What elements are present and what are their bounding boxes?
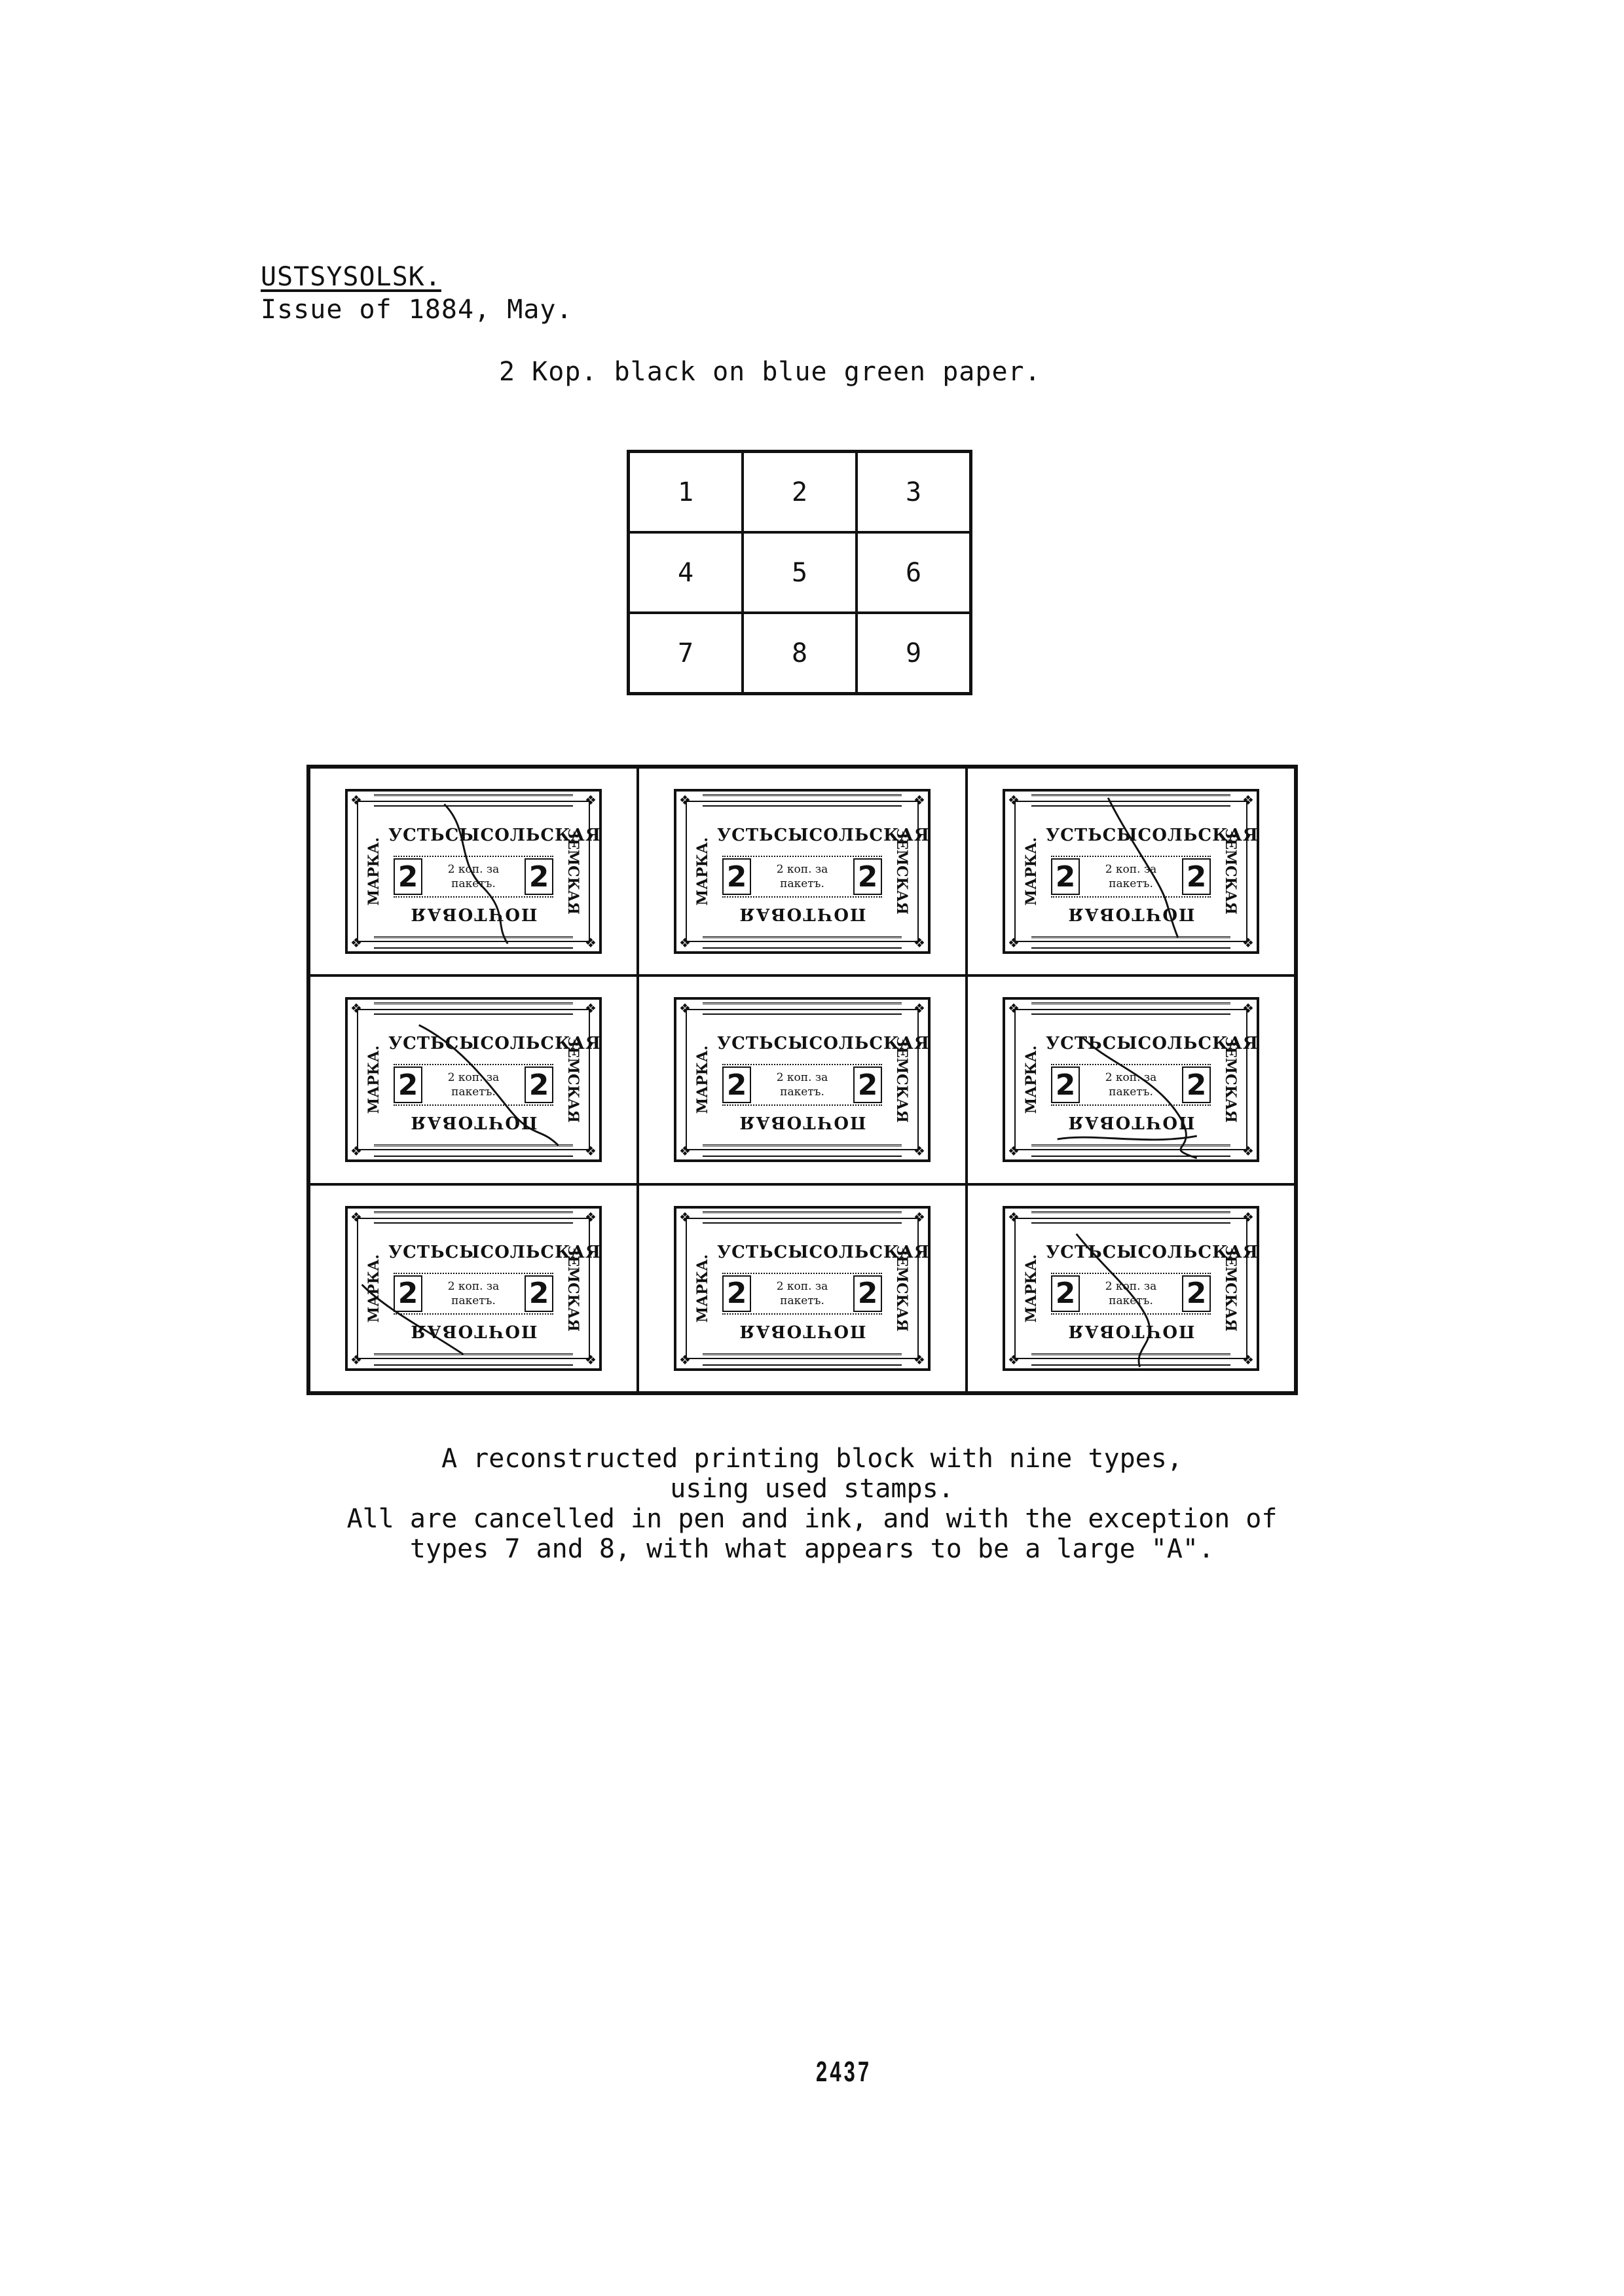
stamp-center [394, 1064, 553, 1106]
stamp-image [674, 997, 931, 1162]
stamp-center [394, 1273, 553, 1315]
stamp-top-text: УСТЬСЫСОЛЬСКАЯ [717, 1034, 930, 1054]
stamp-value-right: 2 [525, 1066, 553, 1103]
corner-ornament-icon: ❖ [350, 1209, 362, 1225]
corner-ornament-icon: ❖ [585, 1143, 597, 1159]
stamp-value-left: 2 [722, 858, 751, 895]
stamp-right-text: ЗЕМСКАЯ [1222, 1245, 1239, 1332]
corner-ornament-icon: ❖ [679, 935, 691, 951]
ornament-bottom [1031, 1353, 1230, 1366]
stamp-value-right: 2 [853, 858, 882, 895]
stamp-bottom-text: ПОЧТОВАЯ [738, 1112, 866, 1133]
ornament-bottom [374, 1144, 573, 1157]
stamp-denomination: 2 коп. за пакетъ. [447, 863, 500, 891]
stamp-value-right: 2 [1182, 1275, 1211, 1312]
stamp-left-text: МАРКА. [694, 1046, 711, 1114]
stamp-bottom-text: ПОЧТОВАЯ [409, 1112, 538, 1133]
key-cell: 2 [743, 452, 857, 532]
stamp-value-right: 2 [853, 1275, 882, 1312]
corner-ornament-icon: ❖ [1008, 1351, 1020, 1368]
stamp-center [1051, 1064, 1211, 1106]
corner-ornament-icon: ❖ [1242, 1209, 1254, 1225]
heading-title: USTSYSOLSK. [261, 262, 441, 292]
corner-ornament-icon: ❖ [1242, 1351, 1254, 1368]
stamp-top-text: УСТЬСЫСОЛЬСКАЯ [388, 826, 601, 846]
corner-ornament-icon: ❖ [679, 792, 691, 809]
stamp-center [1051, 856, 1211, 898]
stamp-bottom-text: ПОЧТОВАЯ [738, 1321, 866, 1341]
corner-ornament-icon: ❖ [585, 1000, 597, 1017]
corner-ornament-icon: ❖ [679, 1351, 691, 1368]
stamp-image [1003, 1206, 1259, 1371]
key-cell: 1 [629, 452, 743, 532]
stamp-value-left: 2 [1051, 858, 1080, 895]
stamp-center [394, 856, 553, 898]
ornament-bottom [1031, 1144, 1230, 1157]
stamp-denomination: 2 коп. за пакетъ. [1105, 863, 1157, 891]
stamp-cell [638, 1184, 967, 1393]
key-cell: 5 [743, 532, 857, 613]
ornament-bottom [703, 1144, 902, 1157]
corner-ornament-icon: ❖ [1008, 1209, 1020, 1225]
stamp-cell [309, 975, 638, 1184]
corner-ornament-icon: ❖ [350, 1143, 362, 1159]
stamp-image [674, 1206, 931, 1371]
ornament-top [374, 794, 573, 807]
subtitle: 2 Kop. black on blue green paper. [499, 357, 1041, 387]
ornament-bottom [374, 1353, 573, 1366]
stamp-cell [967, 767, 1295, 975]
ornament-top [1031, 794, 1230, 807]
corner-ornament-icon: ❖ [913, 1000, 925, 1017]
corner-ornament-icon: ❖ [1008, 1143, 1020, 1159]
corner-ornament-icon: ❖ [585, 935, 597, 951]
stamp-center [722, 1273, 882, 1315]
corner-ornament-icon: ❖ [679, 1000, 691, 1017]
stamp-left-text: МАРКА. [1023, 1046, 1040, 1114]
ornament-bottom [1031, 936, 1230, 949]
stamp-cell [309, 767, 638, 975]
ornament-top [374, 1211, 573, 1224]
stamp-left-text: МАРКА. [1023, 837, 1040, 906]
stamp-top-text: УСТЬСЫСОЛЬСКАЯ [717, 1242, 930, 1262]
stamp-denomination: 2 коп. за пакетъ. [776, 863, 828, 891]
stamp-value-right: 2 [1182, 858, 1211, 895]
corner-ornament-icon: ❖ [913, 1209, 925, 1225]
ornament-top [374, 1002, 573, 1015]
stamp-bottom-text: ПОЧТОВАЯ [738, 904, 866, 924]
ornament-bottom [703, 1353, 902, 1366]
corner-ornament-icon: ❖ [913, 1351, 925, 1368]
key-cell: 3 [857, 452, 970, 532]
stamp-printing-block [306, 765, 1298, 1395]
caption [241, 1444, 1383, 1564]
stamp-image [1003, 997, 1259, 1162]
corner-ornament-icon: ❖ [350, 792, 362, 809]
key-cell: 4 [629, 532, 743, 613]
stamp-center [722, 1064, 882, 1106]
stamp-left-text: МАРКА. [1023, 1254, 1040, 1323]
ornament-bottom [374, 936, 573, 949]
stamp-cell [638, 767, 967, 975]
stamp-image [674, 789, 931, 954]
stamp-value-right: 2 [525, 1275, 553, 1312]
corner-ornament-icon: ❖ [1008, 1000, 1020, 1017]
stamp-denomination: 2 коп. за пакетъ. [776, 1279, 828, 1307]
stamp-denomination: 2 коп. за пакетъ. [776, 1071, 828, 1099]
corner-ornament-icon: ❖ [585, 1351, 597, 1368]
caption-line: All are cancelled in pen and ink, and with the exception of [346, 1504, 1278, 1534]
stamp-image [345, 789, 602, 954]
stamp-left-text: МАРКА. [694, 837, 711, 906]
stamp-denomination: 2 коп. за пакетъ. [1105, 1071, 1157, 1099]
stamp-value-right: 2 [853, 1066, 882, 1103]
stamp-image [345, 1206, 602, 1371]
corner-ornament-icon: ❖ [1008, 935, 1020, 951]
corner-ornament-icon: ❖ [913, 792, 925, 809]
stamp-cell [638, 975, 967, 1184]
key-cell: 8 [743, 613, 857, 693]
stamp-right-text: ЗЕМСКАЯ [1222, 1036, 1239, 1123]
page-number: 2437 [816, 2056, 872, 2088]
stamp-left-text: МАРКА. [365, 1254, 382, 1323]
stamp-left-text: МАРКА. [694, 1254, 711, 1323]
key-cell: 6 [857, 532, 970, 613]
type-key-grid [627, 450, 972, 695]
corner-ornament-icon: ❖ [913, 935, 925, 951]
ornament-top [703, 1211, 902, 1224]
ornament-top [703, 794, 902, 807]
stamp-value-left: 2 [722, 1275, 751, 1312]
corner-ornament-icon: ❖ [913, 1143, 925, 1159]
stamp-value-left: 2 [1051, 1275, 1080, 1312]
corner-ornament-icon: ❖ [1242, 792, 1254, 809]
stamp-denomination: 2 коп. за пакетъ. [447, 1279, 500, 1307]
stamp-bottom-text: ПОЧТОВАЯ [1067, 1112, 1195, 1133]
stamp-right-text: ЗЕМСКАЯ [564, 1036, 581, 1123]
corner-ornament-icon: ❖ [679, 1143, 691, 1159]
stamp-denomination: 2 коп. за пакетъ. [447, 1071, 500, 1099]
stamp-right-text: ЗЕМСКАЯ [564, 828, 581, 915]
key-cell: 7 [629, 613, 743, 693]
stamp-top-text: УСТЬСЫСОЛЬСКАЯ [717, 826, 930, 846]
stamp-bottom-text: ПОЧТОВАЯ [409, 1321, 538, 1341]
caption-line: A reconstructed printing block with nine types, [441, 1444, 1183, 1474]
stamp-left-text: МАРКА. [365, 837, 382, 906]
stamp-top-text: УСТЬСЫСОЛЬСКАЯ [388, 1242, 601, 1262]
stamp-value-left: 2 [394, 1066, 422, 1103]
stamp-value-left: 2 [722, 1066, 751, 1103]
stamp-top-text: УСТЬСЫСОЛЬСКАЯ [388, 1034, 601, 1054]
stamp-right-text: ЗЕМСКАЯ [893, 1036, 910, 1123]
corner-ornament-icon: ❖ [585, 1209, 597, 1225]
stamp-value-left: 2 [394, 858, 422, 895]
stamp-bottom-text: ПОЧТОВАЯ [1067, 1321, 1195, 1341]
corner-ornament-icon: ❖ [1242, 1000, 1254, 1017]
stamp-right-text: ЗЕМСКАЯ [564, 1245, 581, 1332]
stamp-cell [967, 1184, 1295, 1393]
stamp-cell [309, 1184, 638, 1393]
stamp-top-text: УСТЬСЫСОЛЬСКАЯ [1046, 1242, 1259, 1262]
stamp-value-left: 2 [1051, 1066, 1080, 1103]
stamp-bottom-text: ПОЧТОВАЯ [409, 904, 538, 924]
stamp-right-text: ЗЕМСКАЯ [1222, 828, 1239, 915]
heading-issue: Issue of 1884, May. [261, 295, 573, 325]
stamp-left-text: МАРКА. [365, 1046, 382, 1114]
caption-line: types 7 and 8, with what appears to be a large "A". [409, 1534, 1215, 1564]
corner-ornament-icon: ❖ [1008, 792, 1020, 809]
stamp-value-left: 2 [394, 1275, 422, 1312]
corner-ornament-icon: ❖ [350, 935, 362, 951]
ornament-top [1031, 1211, 1230, 1224]
corner-ornament-icon: ❖ [1242, 935, 1254, 951]
corner-ornament-icon: ❖ [350, 1351, 362, 1368]
stamp-top-text: УСТЬСЫСОЛЬСКАЯ [1046, 826, 1259, 846]
corner-ornament-icon: ❖ [1242, 1143, 1254, 1159]
ornament-bottom [703, 936, 902, 949]
stamp-center [1051, 1273, 1211, 1315]
ornament-top [1031, 1002, 1230, 1015]
corner-ornament-icon: ❖ [679, 1209, 691, 1225]
stamp-value-right: 2 [1182, 1066, 1211, 1103]
key-cell: 9 [857, 613, 970, 693]
ornament-top [703, 1002, 902, 1015]
stamp-image [345, 997, 602, 1162]
stamp-value-right: 2 [525, 858, 553, 895]
stamp-right-text: ЗЕМСКАЯ [893, 1245, 910, 1332]
corner-ornament-icon: ❖ [350, 1000, 362, 1017]
stamp-right-text: ЗЕМСКАЯ [893, 828, 910, 915]
caption-line: using used stamps. [670, 1474, 954, 1504]
stamp-center [722, 856, 882, 898]
stamp-image [1003, 789, 1259, 954]
stamp-cell [967, 975, 1295, 1184]
stamp-bottom-text: ПОЧТОВАЯ [1067, 904, 1195, 924]
stamp-top-text: УСТЬСЫСОЛЬСКАЯ [1046, 1034, 1259, 1054]
corner-ornament-icon: ❖ [585, 792, 597, 809]
stamp-denomination: 2 коп. за пакетъ. [1105, 1279, 1157, 1307]
